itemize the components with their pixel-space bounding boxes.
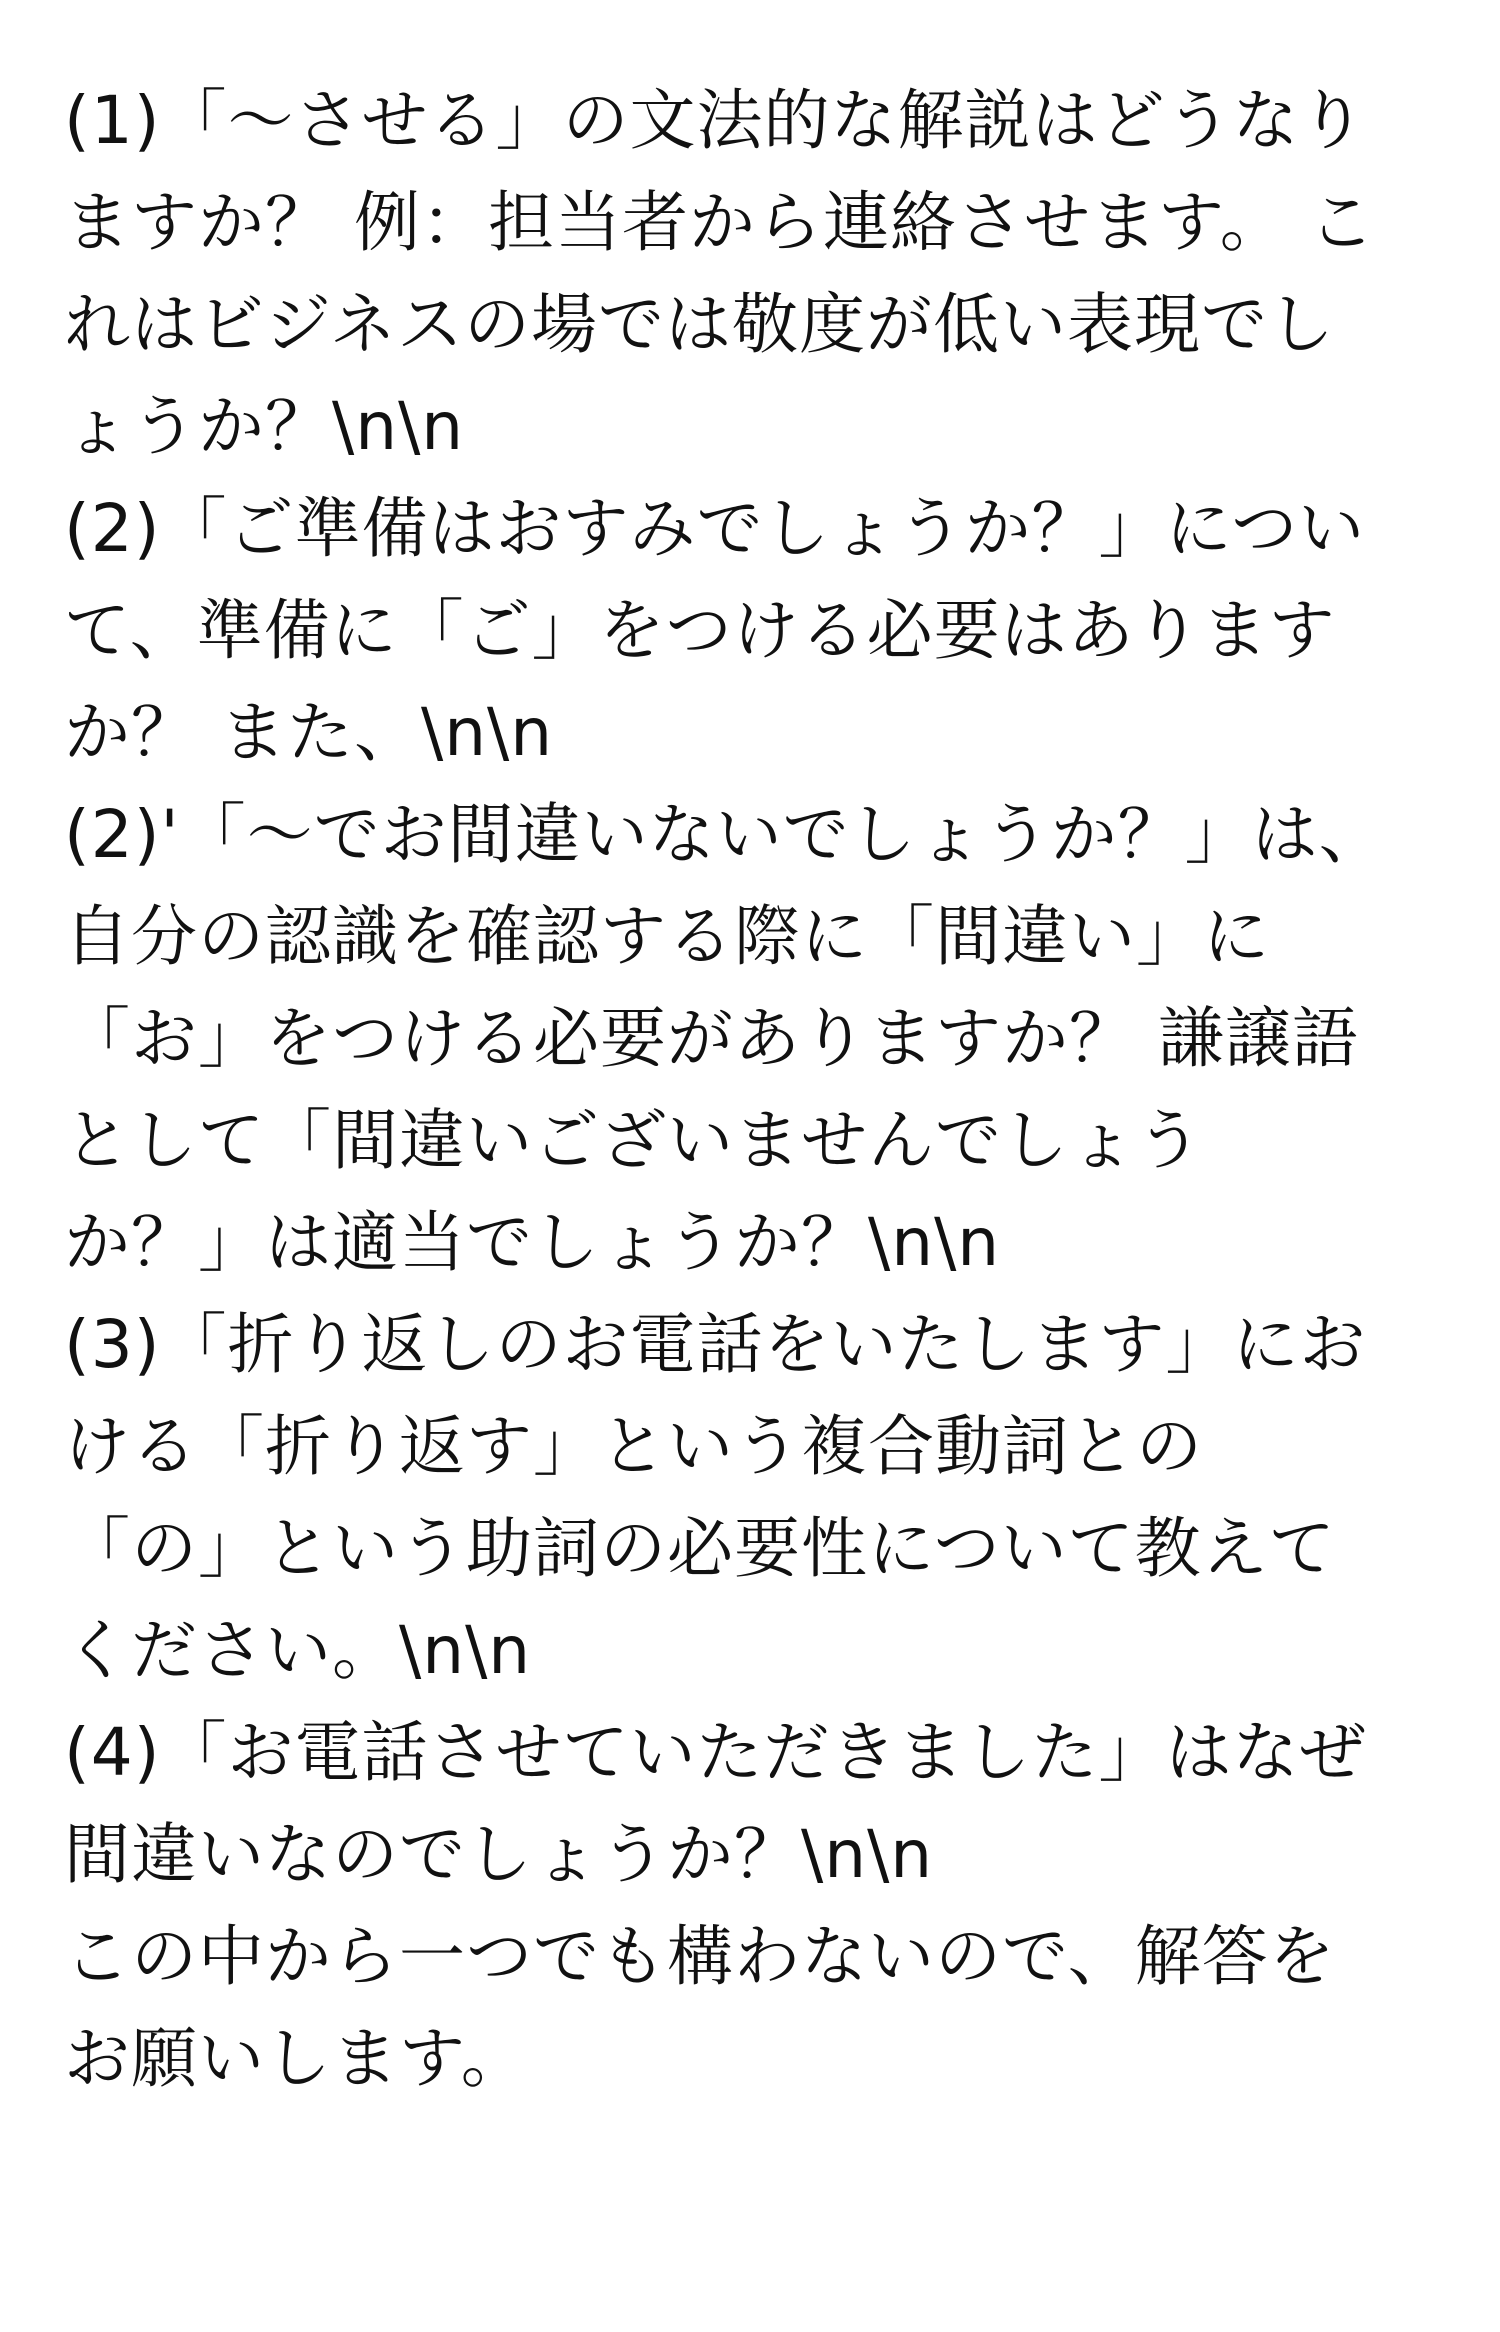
text-line: 「お」をつける必要がありますか？ 謙譲語	[64, 1000, 1359, 1077]
text-line: (4)「お電話させていただきました」はなぜ	[64, 1714, 1367, 1791]
text-line: れはビジネスの場では敬度が低い表現でし	[64, 286, 1336, 363]
text-line: ょうか？\n\n	[64, 388, 465, 465]
text-line: ください。\n\n	[64, 1612, 532, 1689]
text-line: 自分の認識を確認する際に「間違い」に	[64, 898, 1270, 975]
text-line: て、準備に「ご」をつける必要はあります	[64, 592, 1336, 669]
text-line: お願いします。	[64, 2020, 528, 2097]
text-line: か？ また、\n\n	[64, 694, 554, 771]
text-line: として「間違いございませんでしょう	[64, 1102, 1203, 1179]
text-line: ける「折り返す」という複合動詞との	[64, 1408, 1203, 1485]
question-body	[64, 70, 1440, 2110]
text-line: (1)「～させる」の文法的な解説はどうなり	[64, 82, 1367, 159]
text-line: か？」は適当でしょうか？\n\n	[64, 1204, 1001, 1281]
text-line: 「の」という助詞の必要性について教えて	[64, 1510, 1336, 1587]
text-line: 間違いなのでしょうか？\n\n	[64, 1816, 934, 1893]
text-line: この中から一つでも構わないので、解答を	[64, 1918, 1336, 1995]
text-line: ますか？ 例：担当者から連絡させます。 こ	[64, 184, 1376, 261]
text-line: (2)'「～でお間違いないでしょうか？」は、	[64, 796, 1386, 873]
text-line: (2)「ご準備はおすみでしょうか？」につい	[64, 490, 1366, 567]
text-line: (3)「折り返しのお電話をいたします」にお	[64, 1306, 1367, 1383]
